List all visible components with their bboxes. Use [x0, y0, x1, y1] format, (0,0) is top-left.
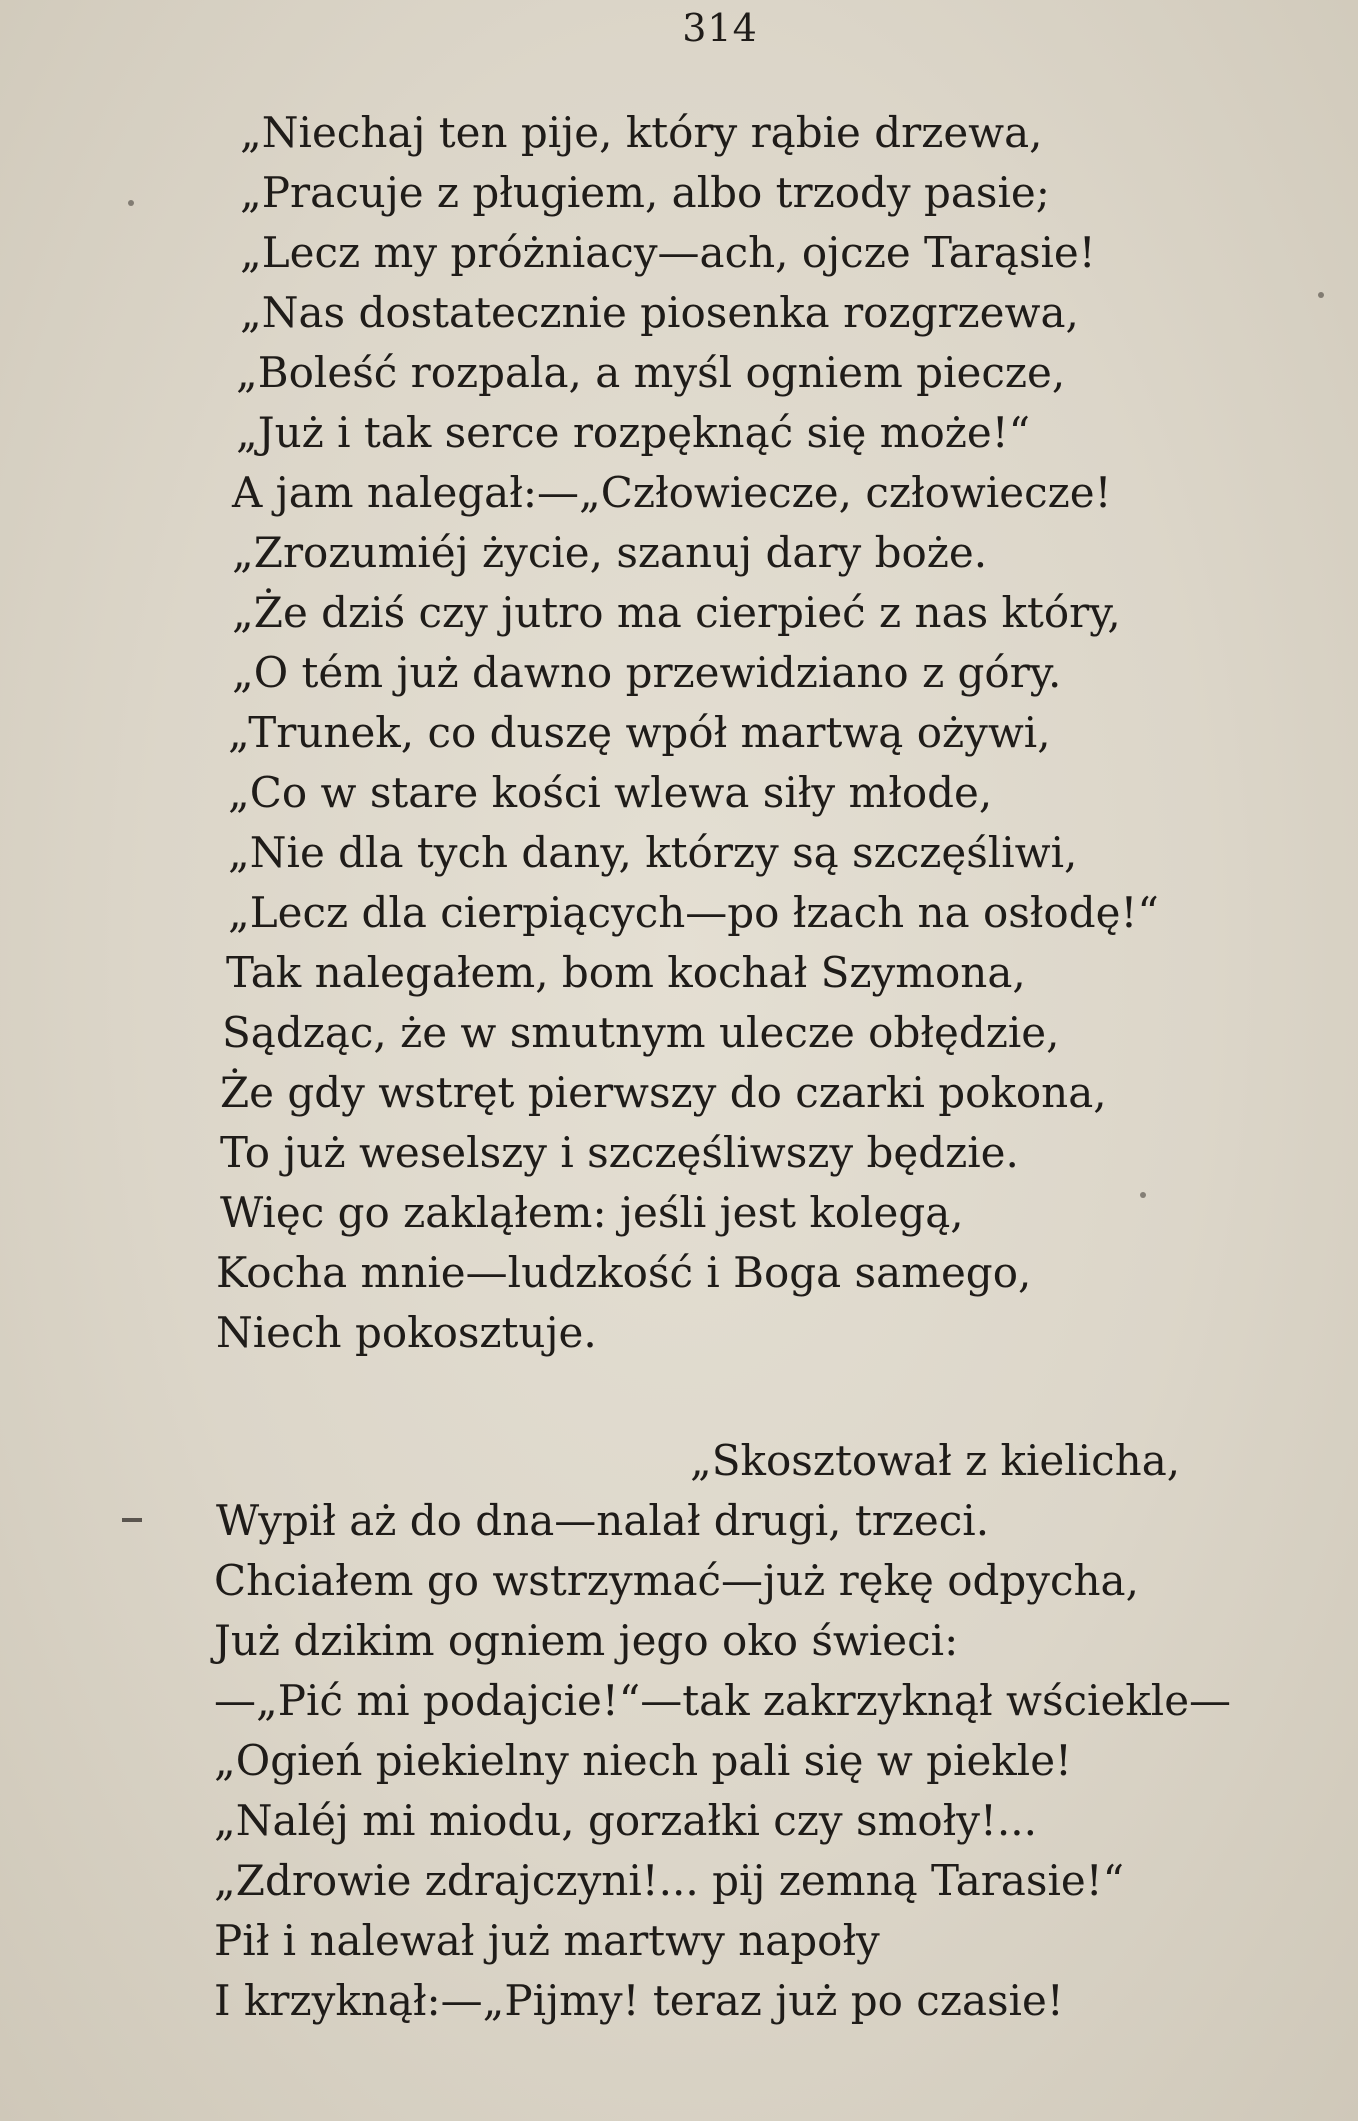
verse-line: „Naléj mi miodu, gorzałki czy smoły!...: [214, 1796, 1037, 1845]
verse-line: Wypił aż do dna—nalał drugi, trzeci.: [216, 1496, 990, 1545]
verse-line: Że gdy wstręt pierwszy do czarki pokona,: [220, 1068, 1107, 1117]
verse-line: Kocha mnie—ludzkość i Boga samego,: [216, 1248, 1032, 1297]
margin-mark: [122, 1518, 142, 1522]
verse-line: „Niechaj ten pije, który rąbie drzewa,: [240, 108, 1043, 157]
verse-line: „Lecz my próżniacy—ach, ojcze Tarąsie!: [240, 228, 1096, 277]
verse-line: „Lecz dla cierpiących—po łzach na osłodę!“: [228, 888, 1159, 937]
page-speck: [1318, 292, 1324, 298]
verse-line: „Ogień piekielny niech pali się w piekle!: [214, 1736, 1072, 1785]
verse-line: „Nas dostatecznie piosenka rozgrzewa,: [240, 288, 1079, 337]
verse-line: Pił i nalewał już martwy napoły: [214, 1916, 880, 1965]
verse-line: Już dzikim ogniem jego oko świeci:: [214, 1616, 959, 1665]
verse-line: A jam nalegał:—„Człowiecze, człowiecze!: [232, 468, 1112, 517]
verse-line: „Pracuje z pługiem, albo trzody pasie;: [240, 168, 1050, 217]
page-number: 314: [682, 6, 758, 50]
verse-line: Więc go zakląłem: jeśli jest kolegą,: [220, 1188, 964, 1237]
verse-line: „Nie dla tych dany, którzy są szczęśliwi,: [228, 828, 1078, 877]
verse-line: „Zdrowie zdrajczyni!... pij zemną Tarasie!“: [214, 1856, 1125, 1905]
verse-line: „Skosztował z kielicha,: [690, 1436, 1181, 1485]
verse-line: Sądząc, że w smutnym ulecze obłędzie,: [222, 1008, 1060, 1057]
verse-line: Chciałem go wstrzymać—już rękę odpycha,: [214, 1556, 1139, 1605]
verse-line: Tak nalegałem, bom kochał Szymona,: [226, 948, 1026, 997]
page-speck: [1140, 1192, 1146, 1198]
verse-line: I krzyknął:—„Pijmy! teraz już po czasie!: [214, 1976, 1064, 2025]
verse-line: „Że dziś czy jutro ma cierpieć z nas który,: [232, 588, 1121, 637]
verse-line: —„Pić mi podajcie!“—tak zakrzyknął wściekle—: [214, 1676, 1232, 1725]
verse-line: To już weselszy i szczęśliwszy będzie.: [220, 1128, 1019, 1177]
verse-line: „Boleść rozpala, a myśl ogniem piecze,: [236, 348, 1066, 397]
verse-line: „Co w stare kości wlewa siły młode,: [228, 768, 993, 817]
verse-line: „Już i tak serce rozpęknąć się może!“: [236, 408, 1031, 457]
verse-line: „Trunek, co duszę wpół martwą ożywi,: [228, 708, 1051, 757]
verse-line: „Zrozumiéj życie, szanuj dary boże.: [232, 528, 988, 577]
verse-line: Niech pokosztuje.: [216, 1308, 597, 1357]
verse-line: „O tém już dawno przewidziano z góry.: [232, 648, 1062, 697]
page-speck: [128, 200, 134, 206]
